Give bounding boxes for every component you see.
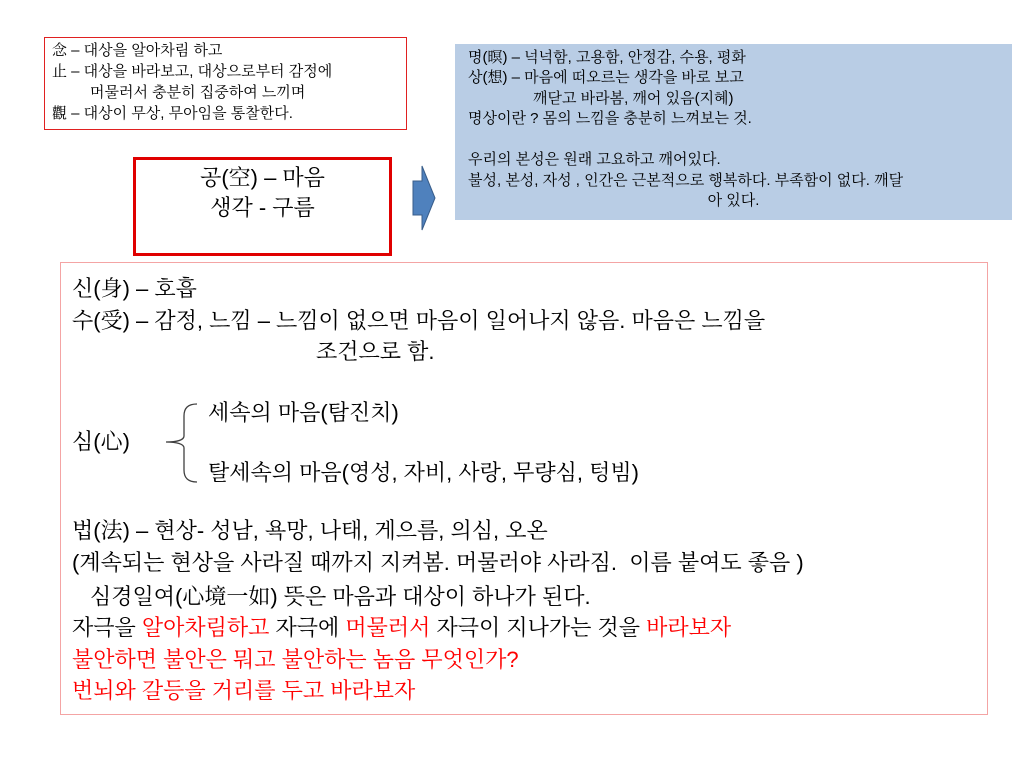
practice-text-stay: 자극에: [269, 615, 346, 640]
phenomena-note-line: (계속되는 현상을 사라질 때까지 지켜봄. 머물러야 사라짐. 이름 붙여도 좋음 ): [72, 550, 804, 575]
body-breath-line: 신(身) – 호흡: [72, 276, 197, 301]
meditation-line-sang: 상(想) – 마음에 떠오르는 생각을 바로 보고: [468, 69, 744, 86]
mind-transcendent-line: 탈세속의 마음(영성, 자비, 사랑, 무량심, 텅빔): [208, 460, 639, 485]
practice-line: [72, 613, 977, 643]
definition-line-nian: 念 – 대상을 알아차림 하고: [52, 42, 223, 59]
true-nature-line: 우리의 본성은 원래 고요하고 깨어있다.: [468, 151, 721, 168]
distance-line: 번뇌와 갈등을 거리를 두고 바라보자: [72, 678, 416, 703]
definition-line-zhi-continued: 머물러서 충분히 집중하여 느끼며: [90, 84, 306, 101]
definition-line-guan: 觀 – 대상이 무상, 무아임을 통찰한다.: [52, 105, 293, 122]
meditation-line-sang-continued: 깨닫고 바라봄, 깨어 있음(지혜): [533, 90, 734, 107]
brace-stroke: [166, 404, 197, 482]
buddha-nature-line: 불성, 본성, 자성 , 인간은 근본적으로 행복하다. 부족함이 없다. 깨달: [468, 172, 904, 189]
right-arrow-icon: [411, 164, 437, 232]
practice-text-passing: 자극이 지나가는 것을: [430, 615, 647, 640]
right-arrow-shape: [413, 166, 435, 230]
thought-cloud-line: 생각 - 구름: [210, 195, 315, 220]
mind-worldly-line: 세속의 마음(탐진치): [208, 400, 399, 425]
main-box: [60, 262, 988, 715]
left-curly-brace-icon: [163, 400, 199, 486]
phenomena-line: 법(法) – 현상- 성남, 욕망, 나태, 게으름, 의심, 오온: [72, 518, 548, 543]
meditation-definition-line: 명상이란 ? 몸의 느낌을 충분히 느껴보는 것.: [468, 110, 752, 127]
meditation-box: [455, 44, 1012, 220]
emptiness-box: [133, 157, 392, 256]
feeling-line-continued: 조건으로 함.: [316, 339, 435, 364]
definition-line-zhi: 止 – 대상을 바라보고, 대상으로부터 감정에: [52, 63, 333, 80]
practice-emphasis-dwell: 머물러서: [345, 615, 431, 640]
emptiness-mind-line: 공(空) – 마음: [200, 165, 325, 190]
unity-line: 심경일여(心境一如) 뜻은 마음과 대상이 하나가 된다.: [90, 584, 591, 609]
feeling-line: 수(受) – 감정, 느낌 – 느낌이 없으면 마음이 일어나지 않음. 마음은 느낌을: [72, 308, 766, 333]
practice-emphasis-observe: 바라보자: [646, 615, 732, 640]
anxiety-question-line: 불안하면 불안은 뭐고 불안하는 놈음 무엇인가?: [72, 647, 519, 672]
buddha-nature-line-continued: 아 있다.: [707, 192, 760, 209]
mind-label: 심(心): [72, 429, 130, 454]
meditation-line-myeong: 명(暝) – 넉넉함, 고용함, 안정감, 수용, 평화: [468, 49, 746, 66]
practice-emphasis-notice: 알아차림하고: [141, 615, 270, 640]
practice-text-stimulus: 자극을: [72, 615, 142, 640]
definition-box: [44, 37, 407, 130]
